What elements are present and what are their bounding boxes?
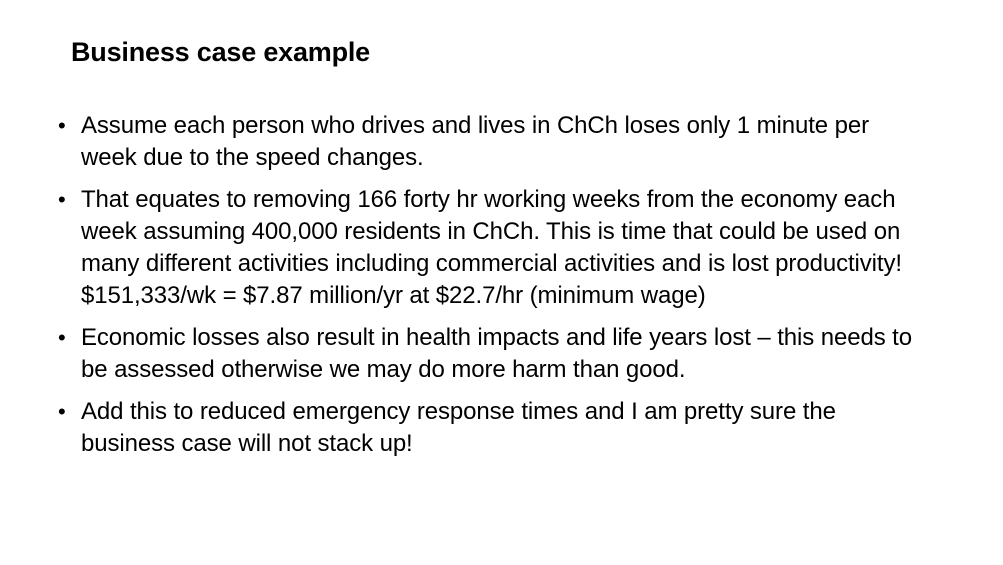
- bullet-dot-icon: •: [58, 325, 66, 350]
- bullet-list: [58, 110, 918, 470]
- bullet-dot-icon: •: [58, 399, 66, 424]
- bullet-dot-icon: •: [58, 187, 66, 212]
- bullet-text: Assume each person who drives and lives in ChCh loses only 1 minute per week due to the speed changes.: [81, 112, 869, 171]
- bullet-text: That equates to removing 166 forty hr working weeks from the economy each week assuming 400,000 residents in ChCh. This is time that could be used on many different activities including commercial activities and is lost productivity! $151,333/wk = $7.87 million/yr at $22.7/hr (minimum wage): [81, 186, 902, 309]
- bullet-text: Economic losses also result in health impacts and life years lost – this needs to be assessed otherwise we may do more harm than good.: [81, 324, 912, 383]
- bullet-item: [58, 396, 918, 460]
- bullet-dot-icon: •: [58, 113, 66, 138]
- bullet-item: [58, 184, 918, 312]
- bullet-item: [58, 110, 918, 174]
- bullet-text: Add this to reduced emergency response times and I am pretty sure the business case will not stack up!: [81, 398, 836, 457]
- bullet-item: [58, 322, 918, 386]
- slide-title: Business case example: [71, 37, 370, 67]
